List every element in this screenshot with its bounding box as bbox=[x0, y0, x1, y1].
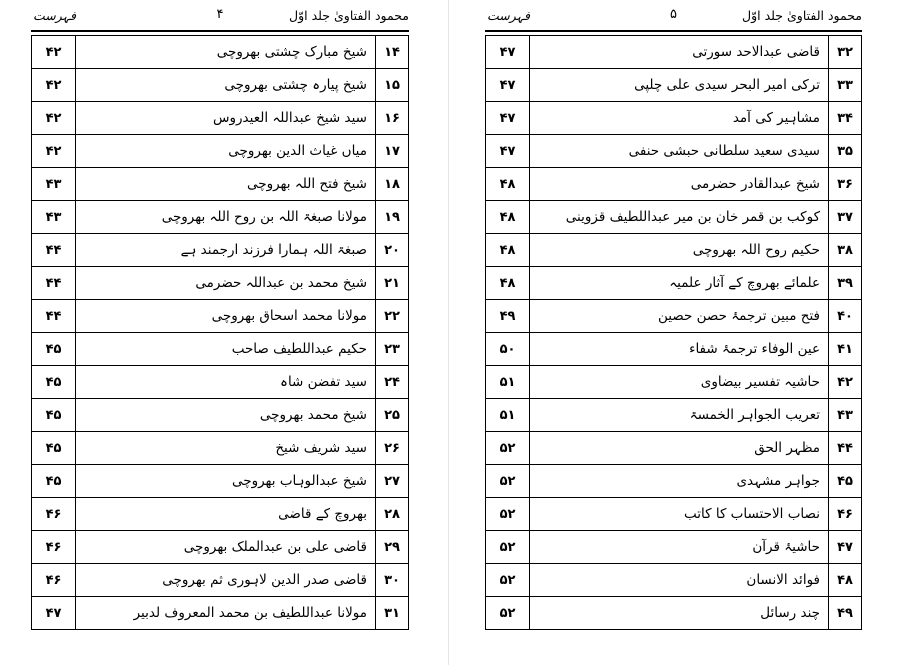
table-row bbox=[32, 135, 409, 168]
serial-number: ۳۹ bbox=[829, 267, 862, 300]
serial-number: ۴۴ bbox=[829, 432, 862, 465]
serial-number: ۳۴ bbox=[829, 102, 862, 135]
serial-number: ۴۰ bbox=[829, 300, 862, 333]
serial-number: ۴۸ bbox=[829, 564, 862, 597]
entry-title: علمائے بھروچ کے آثار علمیہ bbox=[530, 267, 829, 300]
serial-number: ۲۷ bbox=[376, 465, 409, 498]
table-row bbox=[32, 102, 409, 135]
page-ref: ۵۲ bbox=[486, 564, 530, 597]
page-ref: ۴۵ bbox=[32, 465, 76, 498]
table-row bbox=[32, 69, 409, 102]
page-ref: ۵۲ bbox=[486, 597, 530, 630]
entry-title: شیخ عبدالوہاب بھروچی bbox=[76, 465, 376, 498]
page-ref: ۴۲ bbox=[32, 69, 76, 102]
entry-title: حاشیۂ قرآن bbox=[530, 531, 829, 564]
entry-title: بھروچ کے قاضی bbox=[76, 498, 376, 531]
table-row bbox=[32, 267, 409, 300]
page-ref: ۴۸ bbox=[486, 234, 530, 267]
entry-title: حکیم عبداللطیف صاحب bbox=[76, 333, 376, 366]
serial-number: ۲۸ bbox=[376, 498, 409, 531]
entry-title: مظہر الحق bbox=[530, 432, 829, 465]
entry-title: مشاہیر کی آمد bbox=[530, 102, 829, 135]
table-row bbox=[486, 135, 862, 168]
page-number: ۴ bbox=[216, 7, 224, 22]
serial-number: ۳۳ bbox=[829, 69, 862, 102]
table-row bbox=[486, 36, 862, 69]
entry-title: ترکی امیر البحر سیدی علی چلپی bbox=[530, 69, 829, 102]
page-ref: ۴۲ bbox=[32, 135, 76, 168]
table-row bbox=[32, 465, 409, 498]
serial-number: ۱۷ bbox=[376, 135, 409, 168]
entry-title: مولانا عبداللطیف بن محمد المعروف لدبیر bbox=[76, 597, 376, 630]
page-ref: ۴۶ bbox=[32, 564, 76, 597]
page-ref: ۴۵ bbox=[32, 432, 76, 465]
contents-table bbox=[485, 35, 862, 630]
page-ref: ۵۲ bbox=[486, 432, 530, 465]
page-ref: ۴۸ bbox=[486, 168, 530, 201]
entry-title: حاشیہ تفسیر بیضاوی bbox=[530, 366, 829, 399]
entry-title: شیخ مبارک چشتی بھروچی bbox=[76, 36, 376, 69]
table-row bbox=[32, 432, 409, 465]
table-row bbox=[32, 333, 409, 366]
entry-title: عین الوفاء ترجمۂ شفاء bbox=[530, 333, 829, 366]
page-ref: ۴۵ bbox=[32, 333, 76, 366]
left-page bbox=[31, 0, 409, 665]
page-gutter bbox=[448, 0, 449, 665]
table-row bbox=[32, 399, 409, 432]
serial-number: ۱۶ bbox=[376, 102, 409, 135]
page-ref: ۴۸ bbox=[486, 267, 530, 300]
table-row bbox=[486, 366, 862, 399]
entry-title: چند رسائل bbox=[530, 597, 829, 630]
page-ref: ۴۷ bbox=[486, 102, 530, 135]
serial-number: ۱۹ bbox=[376, 201, 409, 234]
entry-title: سید شریف شیخ bbox=[76, 432, 376, 465]
page-ref: ۵۲ bbox=[486, 498, 530, 531]
entry-title: صبغۃ اللہ ہمارا فرزند ارجمند ہے bbox=[76, 234, 376, 267]
serial-number: ۴۳ bbox=[829, 399, 862, 432]
serial-number: ۲۳ bbox=[376, 333, 409, 366]
table-row bbox=[486, 531, 862, 564]
table-row bbox=[486, 168, 862, 201]
serial-number: ۲۴ bbox=[376, 366, 409, 399]
table-row bbox=[32, 168, 409, 201]
serial-number: ۳۱ bbox=[376, 597, 409, 630]
table-row bbox=[486, 597, 862, 630]
page-ref: ۴۵ bbox=[32, 366, 76, 399]
table-row bbox=[32, 366, 409, 399]
page-ref: ۴۷ bbox=[486, 36, 530, 69]
entry-title: حکیم روح اللہ بھروچی bbox=[530, 234, 829, 267]
table-row bbox=[486, 333, 862, 366]
table-row bbox=[486, 399, 862, 432]
table-row bbox=[486, 432, 862, 465]
table-row bbox=[32, 498, 409, 531]
entry-title: کوکب بن قمر خان بن میر عبداللطیف قزوینی bbox=[530, 201, 829, 234]
page-ref: ۴۹ bbox=[486, 300, 530, 333]
serial-number: ۲۶ bbox=[376, 432, 409, 465]
entry-title: مولانا محمد اسحاق بھروچی bbox=[76, 300, 376, 333]
entry-title: سید شیخ عبداللہ العیدروس bbox=[76, 102, 376, 135]
table-row bbox=[32, 201, 409, 234]
entry-title: شیخ پیارہ چشتی بھروچی bbox=[76, 69, 376, 102]
page-header bbox=[485, 6, 862, 28]
header-rule bbox=[31, 30, 409, 32]
index-label: فہرست bbox=[33, 8, 76, 23]
serial-number: ۲۹ bbox=[376, 531, 409, 564]
page-ref: ۵۱ bbox=[486, 366, 530, 399]
entry-title: قاضی علی بن عبدالملک بھروچی bbox=[76, 531, 376, 564]
entry-title: شیخ عبدالقادر حضرمی bbox=[530, 168, 829, 201]
table-row bbox=[486, 201, 862, 234]
serial-number: ۳۲ bbox=[829, 36, 862, 69]
page-header bbox=[31, 6, 409, 28]
serial-number: ۳۷ bbox=[829, 201, 862, 234]
serial-number: ۴۷ bbox=[829, 531, 862, 564]
header-rule bbox=[485, 30, 862, 32]
serial-number: ۴۲ bbox=[829, 366, 862, 399]
table-row bbox=[32, 531, 409, 564]
book-title: محمود الفتاویٰ جلد اوّل bbox=[289, 8, 409, 23]
page-ref: ۴۶ bbox=[32, 531, 76, 564]
page-number: ۵ bbox=[670, 7, 677, 22]
entry-title: شیخ فتح اللہ بھروچی bbox=[76, 168, 376, 201]
table-row bbox=[32, 300, 409, 333]
contents-table bbox=[31, 35, 409, 630]
serial-number: ۱۸ bbox=[376, 168, 409, 201]
entry-title: قاضی صدر الدین لاہوری ثم بھروچی bbox=[76, 564, 376, 597]
page-ref: ۴۸ bbox=[486, 201, 530, 234]
table-row bbox=[486, 234, 862, 267]
serial-number: ۴۵ bbox=[829, 465, 862, 498]
index-label: فہرست bbox=[487, 8, 530, 23]
serial-number: ۱۵ bbox=[376, 69, 409, 102]
entry-title: تعریب الجواہر الخمسۃ bbox=[530, 399, 829, 432]
entry-title: نصاب الاحتساب کا کاتب bbox=[530, 498, 829, 531]
page-ref: ۴۳ bbox=[32, 201, 76, 234]
table-row bbox=[486, 465, 862, 498]
table-row bbox=[486, 300, 862, 333]
serial-number: ۳۶ bbox=[829, 168, 862, 201]
table-row bbox=[32, 36, 409, 69]
page-ref: ۴۵ bbox=[32, 399, 76, 432]
entry-title: قاضی عبدالاحد سورتی bbox=[530, 36, 829, 69]
entry-title: سیدی سعید سلطانی حبشی حنفی bbox=[530, 135, 829, 168]
serial-number: ۱۴ bbox=[376, 36, 409, 69]
table-row bbox=[32, 597, 409, 630]
page-ref: ۴۴ bbox=[32, 267, 76, 300]
page-ref: ۴۲ bbox=[32, 36, 76, 69]
table-row bbox=[32, 564, 409, 597]
page-ref: ۴۷ bbox=[486, 135, 530, 168]
serial-number: ۳۵ bbox=[829, 135, 862, 168]
entry-title: شیخ محمد بھروچی bbox=[76, 399, 376, 432]
table-row bbox=[486, 564, 862, 597]
serial-number: ۲۲ bbox=[376, 300, 409, 333]
entry-title: میاں غیاث الدین بھروچی bbox=[76, 135, 376, 168]
page-ref: ۴۲ bbox=[32, 102, 76, 135]
book-title: محمود الفتاویٰ جلد اوّل bbox=[742, 8, 862, 23]
serial-number: ۲۱ bbox=[376, 267, 409, 300]
table-row bbox=[486, 498, 862, 531]
serial-number: ۲۰ bbox=[376, 234, 409, 267]
page-ref: ۵۲ bbox=[486, 531, 530, 564]
serial-number: ۴۹ bbox=[829, 597, 862, 630]
right-page bbox=[485, 0, 862, 665]
page-ref: ۴۳ bbox=[32, 168, 76, 201]
entry-title: مولانا صبغۃ اللہ بن روح اللہ بھروچی bbox=[76, 201, 376, 234]
entry-title: فتح مبین ترجمۂ حصن حصین bbox=[530, 300, 829, 333]
table-row bbox=[486, 267, 862, 300]
entry-title: سید تفضن شاہ bbox=[76, 366, 376, 399]
page-ref: ۴۴ bbox=[32, 300, 76, 333]
entry-title: شیخ محمد بن عبداللہ حضرمی bbox=[76, 267, 376, 300]
page-ref: ۴۷ bbox=[32, 597, 76, 630]
entry-title: فوائد الانسان bbox=[530, 564, 829, 597]
page-ref: ۵۲ bbox=[486, 465, 530, 498]
serial-number: ۴۱ bbox=[829, 333, 862, 366]
page-ref: ۴۶ bbox=[32, 498, 76, 531]
serial-number: ۳۰ bbox=[376, 564, 409, 597]
serial-number: ۴۶ bbox=[829, 498, 862, 531]
serial-number: ۲۵ bbox=[376, 399, 409, 432]
serial-number: ۳۸ bbox=[829, 234, 862, 267]
table-row bbox=[32, 234, 409, 267]
table-row bbox=[486, 102, 862, 135]
page-ref: ۵۱ bbox=[486, 399, 530, 432]
page-ref: ۴۷ bbox=[486, 69, 530, 102]
entry-title: جواہر مشہدی bbox=[530, 465, 829, 498]
table-row bbox=[486, 69, 862, 102]
page-ref: ۵۰ bbox=[486, 333, 530, 366]
page-ref: ۴۴ bbox=[32, 234, 76, 267]
